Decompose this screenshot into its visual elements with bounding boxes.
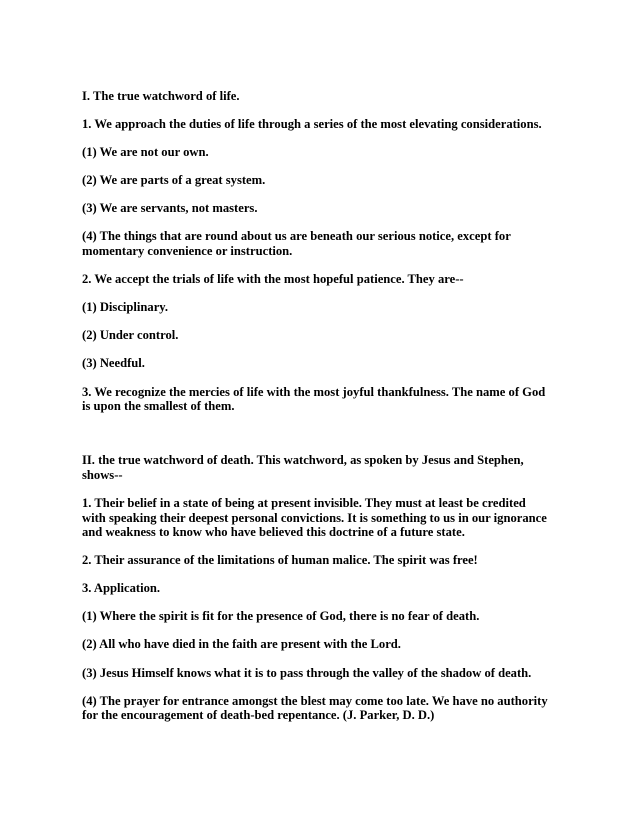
- paragraph: (2) Under control.: [82, 328, 179, 343]
- paragraph: 2. Their assurance of the limitations of human malice. The spirit was free!: [82, 553, 478, 568]
- section-two-heading: II. the true watchword of death. This watchword, as spoken by Jesus and Stephen, shows--: [82, 453, 524, 482]
- paragraph: (3) Needful.: [82, 356, 145, 371]
- paragraph: (1) Disciplinary.: [82, 300, 169, 315]
- paragraph: 2. We accept the trials of life with the most hopeful patience. They are--: [82, 272, 464, 287]
- paragraph: (1) We are not our own.: [82, 145, 209, 160]
- paragraph: (2) We are parts of a great system.: [82, 173, 266, 188]
- paragraph: 1. We approach the duties of life through a series of the most elevating considerations.: [82, 117, 542, 132]
- section-one-heading: I. The true watchword of life.: [82, 89, 240, 103]
- paragraph: (4) The prayer for entrance amongst the blest may come too late. We have no authority for the encouragement of death-bed repentance. (J. Parker, D. D.): [82, 693, 548, 723]
- document-body: [82, 89, 552, 736]
- paragraph: (1) Where the spirit is fit for the presence of God, there is no fear of death.: [82, 609, 480, 624]
- paragraph: 1. Their belief in a state of being at present invisible. They must at least be credited with speaking their deepest personal convictions. It is something to us in our ignorance and weakness to know who have believed this doctrine of a future state.: [82, 495, 547, 540]
- section-spacer: [82, 427, 552, 453]
- paragraph: (3) We are servants, not masters.: [82, 201, 258, 216]
- paragraph: (4) The things that are round about us are beneath our serious notice, except for momentary convenience or instruction.: [82, 229, 511, 259]
- paragraph: 3. Application.: [82, 581, 161, 596]
- paragraph: 3. We recognize the mercies of life with the most joyful thankfulness. The name of God is upon the smallest of them.: [82, 384, 546, 414]
- paragraph: (2) All who have died in the faith are present with the Lord.: [82, 637, 401, 652]
- paragraph: (3) Jesus Himself knows what it is to pass through the valley of the shadow of death.: [82, 665, 532, 680]
